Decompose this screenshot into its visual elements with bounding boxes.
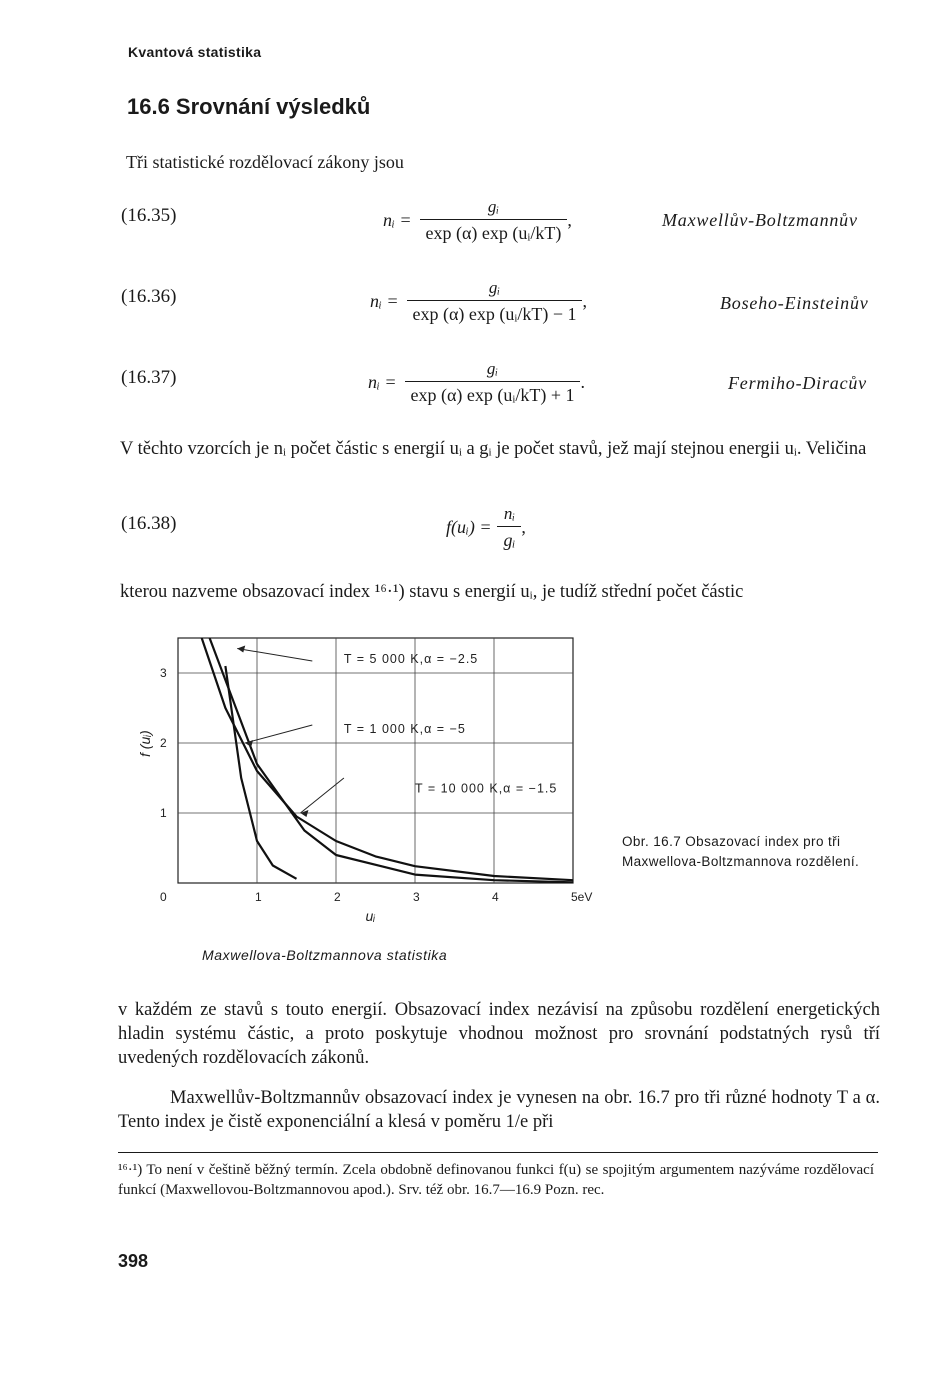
equation-number: (16.38) xyxy=(121,513,177,534)
law-name: Maxwellův-Boltzmannův xyxy=(662,210,858,230)
law-name: Fermiho-Diracův xyxy=(728,373,867,393)
running-head: Kvantová statistika xyxy=(128,44,262,60)
fraction xyxy=(407,278,583,325)
x-axis-label: uᵢ xyxy=(365,908,376,924)
equation-lhs: f(uᵢ) = xyxy=(446,517,492,537)
equation-16-38 xyxy=(446,504,526,551)
x-tick-label: 5eV xyxy=(571,890,593,904)
series-line xyxy=(210,638,573,882)
fraction-denominator: gᵢ xyxy=(497,526,521,551)
equation-16-37 xyxy=(368,359,585,406)
y-axis-label: f (uᵢ) xyxy=(137,730,153,757)
chart-grid xyxy=(178,638,573,883)
equation-number: (16.35) xyxy=(121,205,177,226)
annotation-leader xyxy=(300,778,343,813)
annotation-label: T = 5 000 K,α = −2.5 xyxy=(343,652,479,666)
annotation-leader xyxy=(245,725,312,743)
equation-lhs: nᵢ = xyxy=(368,372,397,392)
x-tick-label: 1 xyxy=(255,890,262,904)
paragraph xyxy=(120,580,882,604)
x-tick-label: 2 xyxy=(334,890,341,904)
y-tick-label: 3 xyxy=(160,666,167,680)
page-number: 398 xyxy=(118,1251,149,1271)
equation-16-35 xyxy=(383,197,572,244)
series-line xyxy=(225,666,296,879)
paragraph-text: kterou nazveme obsazovací index ¹⁶·¹) stavu s energií uᵢ, je tudíž střední počet částic xyxy=(120,582,744,602)
fraction-numerator: nᵢ xyxy=(503,504,516,523)
annotation-arrowhead xyxy=(300,810,308,817)
equation-lhs: nᵢ = xyxy=(370,291,399,311)
fraction-numerator: gᵢ xyxy=(486,359,499,378)
equation-lhs: nᵢ = xyxy=(383,210,412,230)
equation-number: (16.37) xyxy=(121,367,177,388)
annotation-arrowhead xyxy=(237,646,245,653)
fraction-denominator: exp (α) exp (uᵢ/kT) xyxy=(420,219,568,244)
annotation-label: T = 10 000 K,α = −1.5 xyxy=(415,781,558,796)
y-tick-label: 2 xyxy=(160,736,167,750)
equation-punct: , xyxy=(582,291,587,311)
fraction xyxy=(497,504,521,551)
fraction-denominator: exp (α) exp (uᵢ/kT) − 1 xyxy=(407,300,583,325)
paragraph-text: V těchto vzorcích je nᵢ počet částic s energií uᵢ a gᵢ je počet stavů, jež mají stejnou energii uᵢ. Veličina xyxy=(120,439,867,459)
paragraph xyxy=(118,998,880,1070)
intro-text: Tři statistické rozdělovací zákony jsou xyxy=(126,152,404,172)
x-tick-label: 0 xyxy=(160,890,167,904)
annotation-leader xyxy=(237,649,312,662)
law-name: Boseho-Einsteinův xyxy=(720,293,869,313)
x-tick-label: 4 xyxy=(492,890,499,904)
y-tick-label: 1 xyxy=(160,806,167,820)
paragraph-text: Maxwellův-Boltzmannův obsazovací index je vynesen na obr. 16.7 pro tři různé hodnoty T a α. Tento index je čistě exponenciální a klesá v poměru 1/e při xyxy=(118,1088,880,1132)
equation-number: (16.36) xyxy=(121,286,177,307)
equation-punct: . xyxy=(580,372,585,392)
fraction-numerator: gᵢ xyxy=(488,278,501,297)
equation-punct: , xyxy=(567,210,572,230)
chart-caption: Maxwellova-Boltzmannova statistika xyxy=(202,947,448,963)
paragraph xyxy=(120,437,882,461)
section-title: 16.6 Srovnání výsledků xyxy=(127,94,371,119)
paragraph-text: v každém ze stavů s touto energií. Obsazovací index nezávisí na způsobu rozdělení energetických hladin systému částic, a proto poskytuje vhodnou možnost pro srovnání podstatných rysů tří uvedených rozdělovacích zákonů. xyxy=(118,1000,880,1068)
plot-frame xyxy=(178,638,573,883)
x-tick-label: 3 xyxy=(413,890,420,904)
figure-caption: Obr. 16.7 Obsazovací index pro tři Maxwellova-Boltzmannova rozdělení. xyxy=(622,834,860,869)
paragraph xyxy=(118,1086,880,1134)
occupation-index-chart xyxy=(130,625,600,925)
equation-16-36 xyxy=(370,278,587,325)
equation-punct: , xyxy=(521,517,526,537)
fraction xyxy=(420,197,568,244)
footnote: ¹⁶·¹) To není v češtině běžný termín. Zcela obdobně definovanou funkci f(u) se spojitým argumentem nazýváme rozdělovací funkcí (Maxwellovou-Boltzmannovou apod.). Srv. též obr. 16.7—16.9 Pozn. rec. xyxy=(118,1162,874,1198)
fraction-numerator: gᵢ xyxy=(487,197,500,216)
footnote-rule xyxy=(118,1152,878,1153)
fraction xyxy=(405,359,581,406)
fraction-denominator: exp (α) exp (uᵢ/kT) + 1 xyxy=(405,381,581,406)
annotation-label: T = 1 000 K,α = −5 xyxy=(343,722,466,736)
